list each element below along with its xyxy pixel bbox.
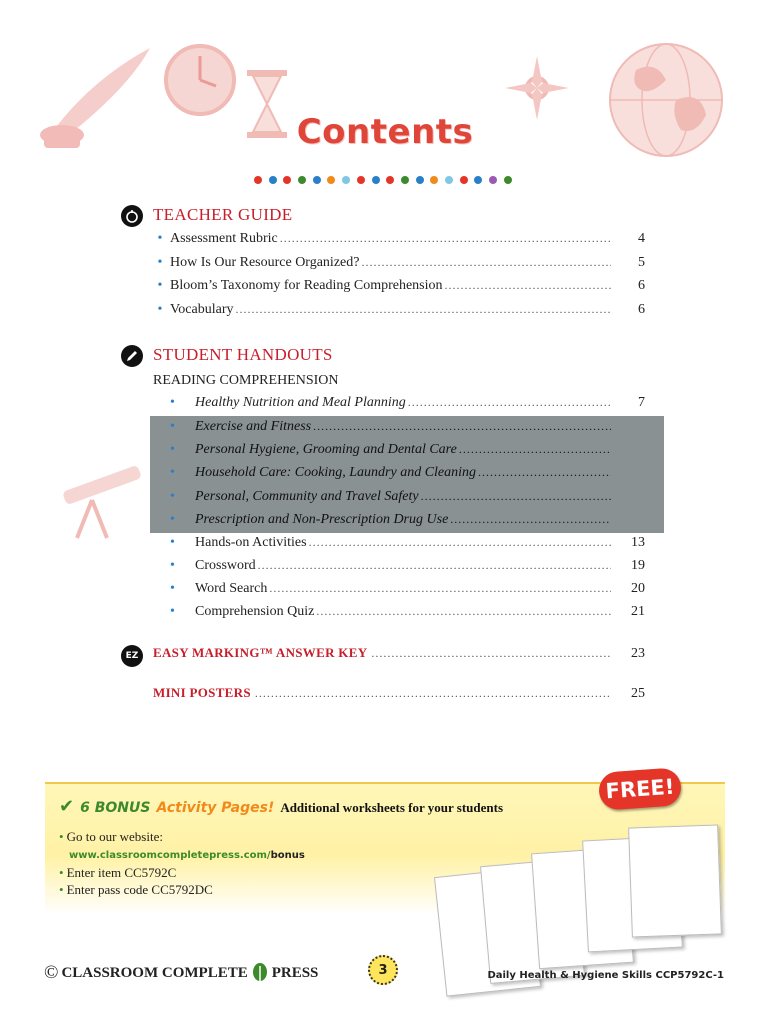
dot-leader bbox=[371, 646, 611, 661]
toc-entry-label: EASY MARKING™ ANSWER KEY bbox=[153, 645, 368, 660]
toc-entry-label: Hands-on Activities bbox=[195, 535, 307, 550]
decorative-dot bbox=[327, 176, 335, 184]
ez-check-icon: EZ bbox=[121, 645, 143, 667]
bonus-url-domain[interactable]: www.classroomcompletepress.com/ bbox=[69, 850, 271, 861]
bonus-step-text: Enter item CC5792C bbox=[66, 865, 177, 880]
free-badge: FREE! bbox=[598, 767, 682, 811]
toc-entry-label: Exercise and Fitness bbox=[195, 419, 312, 434]
bullet-icon: • bbox=[170, 535, 175, 550]
decorative-dot bbox=[460, 176, 468, 184]
decorative-dot bbox=[357, 176, 365, 184]
decorative-dot bbox=[342, 176, 350, 184]
toc-entry-mini-posters[interactable] bbox=[153, 685, 645, 702]
bonus-step bbox=[59, 881, 305, 898]
toc-entry[interactable] bbox=[150, 419, 645, 441]
bullet-icon: • bbox=[59, 829, 64, 844]
toc-entry-label: MINI POSTERS bbox=[153, 685, 251, 700]
decorative-dot bbox=[254, 176, 262, 184]
bullet-icon: • bbox=[170, 581, 175, 596]
dot-leader bbox=[361, 255, 611, 270]
bullet-icon: • bbox=[170, 442, 175, 457]
brand-left: CLASSROOM COMPLETE bbox=[61, 964, 248, 981]
dot-leader bbox=[408, 395, 611, 410]
toc-entry[interactable] bbox=[150, 604, 645, 626]
toc-entry[interactable] bbox=[150, 302, 645, 324]
bullet-icon: • bbox=[170, 512, 175, 527]
page-number-badge: 3 bbox=[368, 955, 398, 985]
decorative-dot bbox=[269, 176, 277, 184]
toc-entry-label: Vocabulary bbox=[170, 302, 234, 317]
toc-entry[interactable] bbox=[150, 558, 645, 580]
toc-entry-page: 6 bbox=[638, 302, 645, 317]
telescope-icon bbox=[52, 460, 152, 540]
toc-entry-label: Comprehension Quiz bbox=[195, 604, 315, 619]
bonus-panel bbox=[45, 774, 725, 915]
bonus-step bbox=[59, 864, 305, 881]
dot-leader bbox=[459, 442, 611, 457]
book-title-code: Daily Health & Hygiene Skills CCP5792C-1 bbox=[487, 970, 724, 981]
brand-right: PRESS bbox=[271, 964, 319, 981]
subheading-reading-comprehension: READING COMPREHENSION bbox=[153, 373, 339, 388]
decorative-dot bbox=[504, 176, 512, 184]
decorative-dot bbox=[313, 176, 321, 184]
toc-entry-page: 23 bbox=[631, 646, 645, 661]
bonus-activity: Activity Pages! bbox=[156, 800, 275, 816]
bonus-url-slug[interactable]: bonus bbox=[270, 850, 305, 861]
decorative-dot bbox=[474, 176, 482, 184]
toc-entry-page: 5 bbox=[638, 255, 645, 270]
bullet-icon: • bbox=[59, 882, 64, 897]
copyright-icon: © bbox=[44, 962, 59, 983]
toc-entry-label: Assessment Rubric bbox=[170, 231, 278, 246]
bullet-icon: • bbox=[170, 465, 175, 480]
bullet-icon: • bbox=[170, 395, 175, 410]
toc-entry-page: 13 bbox=[631, 535, 645, 550]
decorative-dot bbox=[489, 176, 497, 184]
dot-leader bbox=[309, 535, 611, 550]
toc-entry[interactable] bbox=[150, 489, 645, 511]
leaf-logo-icon bbox=[251, 962, 269, 984]
toc-entry-page: 20 bbox=[631, 581, 645, 596]
toc-entry-label: Personal, Community and Travel Safety bbox=[195, 489, 419, 504]
decorative-dot bbox=[416, 176, 424, 184]
clock-icon bbox=[160, 40, 240, 120]
toc-entry[interactable] bbox=[150, 535, 645, 557]
checkmark-icon: ✔ bbox=[59, 796, 75, 817]
toc-entry-label: Prescription and Non-Prescription Drug Use bbox=[195, 512, 449, 527]
toc-entry[interactable] bbox=[150, 231, 645, 253]
toc-entry-page: 4 bbox=[638, 231, 645, 246]
dot-leader bbox=[450, 512, 611, 527]
decorative-dot-row bbox=[254, 176, 512, 184]
toc-entry[interactable] bbox=[150, 581, 645, 603]
dot-leader bbox=[421, 489, 611, 504]
bonus-count: 6 BONUS bbox=[80, 800, 151, 816]
page-title: Contents bbox=[296, 112, 474, 152]
dot-leader bbox=[445, 278, 611, 293]
toc-entry-label: How Is Our Resource Organized? bbox=[170, 255, 360, 270]
toc-entry-label: Bloom’s Taxonomy for Reading Comprehension bbox=[170, 278, 443, 293]
decorative-dot bbox=[445, 176, 453, 184]
toc-entry-page: 25 bbox=[631, 686, 645, 701]
dot-leader bbox=[316, 604, 611, 619]
bullet-icon: • bbox=[170, 489, 175, 504]
decorative-dot bbox=[372, 176, 380, 184]
toc-entry-label: Word Search bbox=[195, 581, 268, 596]
toc-entry-label: Personal Hygiene, Grooming and Dental Care bbox=[195, 442, 457, 457]
toc-entry[interactable] bbox=[150, 278, 645, 300]
worksheet-thumbnail bbox=[628, 824, 722, 937]
toc-entry-label: Healthy Nutrition and Meal Planning bbox=[195, 395, 406, 410]
bonus-step bbox=[59, 828, 305, 845]
dot-leader bbox=[269, 581, 611, 596]
dot-leader bbox=[280, 231, 611, 246]
toc-entry-page: 6 bbox=[638, 278, 645, 293]
dot-leader bbox=[236, 302, 612, 317]
dot-leader bbox=[313, 419, 611, 434]
toc-entry-page: 7 bbox=[638, 395, 645, 410]
toc-entry[interactable] bbox=[150, 442, 645, 464]
toc-entry-answer-key[interactable] bbox=[153, 645, 645, 662]
toc-entry[interactable] bbox=[150, 465, 645, 487]
bullet-icon: • bbox=[170, 558, 175, 573]
bullet-icon: • bbox=[157, 278, 163, 293]
dot-leader bbox=[478, 465, 611, 480]
toc-entry[interactable] bbox=[150, 512, 645, 534]
toc-entry-page: 19 bbox=[631, 558, 645, 573]
decorative-dot bbox=[430, 176, 438, 184]
toc-entry[interactable] bbox=[150, 255, 645, 277]
publisher-logo bbox=[44, 962, 318, 984]
decorative-dot bbox=[401, 176, 409, 184]
bonus-description: Additional worksheets for your students bbox=[280, 800, 504, 815]
dot-leader bbox=[258, 558, 611, 573]
decorative-dot bbox=[283, 176, 291, 184]
bullet-icon: • bbox=[157, 231, 163, 246]
toc-entry[interactable] bbox=[150, 395, 645, 417]
bonus-step-text: Enter pass code CC5792DC bbox=[66, 882, 213, 897]
bonus-url[interactable] bbox=[59, 845, 305, 864]
decorative-dot bbox=[298, 176, 306, 184]
decorative-dot bbox=[386, 176, 394, 184]
bullet-icon: • bbox=[170, 419, 175, 434]
pencil-icon bbox=[121, 345, 143, 367]
dot-leader bbox=[255, 686, 611, 701]
bonus-step-text: Go to our website: bbox=[66, 829, 163, 844]
section-heading-student-handouts: STUDENT HANDOUTS bbox=[153, 345, 333, 364]
toc-entry-page: 21 bbox=[631, 604, 645, 619]
bullet-icon: • bbox=[157, 255, 163, 270]
bonus-heading bbox=[59, 796, 503, 817]
bullet-icon: • bbox=[157, 302, 163, 317]
apple-icon bbox=[121, 205, 143, 227]
toc-entry-label: Household Care: Cooking, Laundry and Cleaning bbox=[195, 465, 477, 480]
bullet-icon: • bbox=[170, 604, 175, 619]
bonus-steps bbox=[59, 828, 305, 898]
section-heading-teacher-guide: TEACHER GUIDE bbox=[153, 205, 293, 224]
bullet-icon: • bbox=[59, 865, 64, 880]
toc-entry-label: Crossword bbox=[195, 558, 256, 573]
